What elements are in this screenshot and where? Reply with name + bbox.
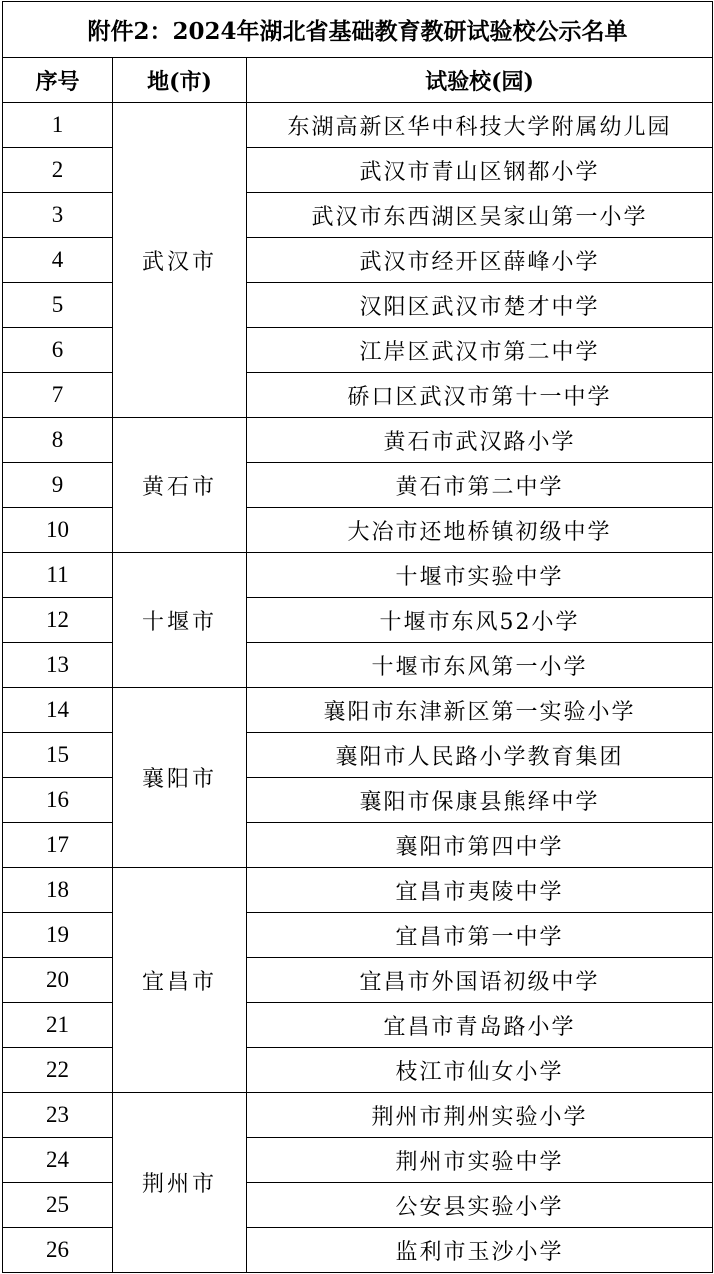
school-cell: 大冶市还地桥镇初级中学	[247, 508, 713, 553]
seq-cell: 21	[3, 1003, 113, 1048]
seq-cell: 20	[3, 958, 113, 1003]
school-cell: 监利市玉沙小学	[247, 1228, 713, 1273]
table-row	[3, 193, 713, 238]
seq-cell: 6	[3, 328, 113, 373]
school-cell: 襄阳市保康县熊绎中学	[247, 778, 713, 823]
seq-cell: 18	[3, 868, 113, 913]
school-list-table	[2, 1, 713, 1273]
school-cell: 黄石市武汉路小学	[247, 418, 713, 463]
table-row	[3, 1228, 713, 1273]
table-row	[3, 238, 713, 283]
header-row	[3, 58, 713, 103]
table-row	[3, 148, 713, 193]
school-cell: 汉阳区武汉市楚才中学	[247, 283, 713, 328]
seq-cell: 2	[3, 148, 113, 193]
region-cell: 武汉市	[113, 103, 247, 418]
header-school: 试验校(园)	[247, 58, 713, 103]
school-cell: 襄阳市东津新区第一实验小学	[247, 688, 713, 733]
table-row	[3, 958, 713, 1003]
school-cell: 十堰市东风第一小学	[247, 643, 713, 688]
seq-cell: 9	[3, 463, 113, 508]
school-cell: 硚口区武汉市第十一中学	[247, 373, 713, 418]
table-row	[3, 913, 713, 958]
seq-cell: 11	[3, 553, 113, 598]
table-row	[3, 688, 713, 733]
seq-cell: 14	[3, 688, 113, 733]
seq-cell: 13	[3, 643, 113, 688]
seq-cell: 12	[3, 598, 113, 643]
table-row	[3, 823, 713, 868]
seq-cell: 10	[3, 508, 113, 553]
seq-cell: 24	[3, 1138, 113, 1183]
table-row	[3, 418, 713, 463]
school-cell: 武汉市青山区钢都小学	[247, 148, 713, 193]
header-region: 地(市)	[113, 58, 247, 103]
school-cell: 十堰市实验中学	[247, 553, 713, 598]
seq-cell: 5	[3, 283, 113, 328]
school-cell: 武汉市东西湖区吴家山第一小学	[247, 193, 713, 238]
table-row	[3, 103, 713, 148]
region-cell: 荆州市	[113, 1093, 247, 1273]
seq-cell: 25	[3, 1183, 113, 1228]
seq-cell: 22	[3, 1048, 113, 1093]
table-body	[3, 103, 713, 1273]
school-cell: 宜昌市青岛路小学	[247, 1003, 713, 1048]
region-cell: 黄石市	[113, 418, 247, 553]
header-seq: 序号	[3, 58, 113, 103]
table-row	[3, 1093, 713, 1138]
table-row	[3, 643, 713, 688]
school-cell: 公安县实验小学	[247, 1183, 713, 1228]
table-row	[3, 868, 713, 913]
region-cell: 宜昌市	[113, 868, 247, 1093]
table-row	[3, 553, 713, 598]
seq-cell: 19	[3, 913, 113, 958]
school-cell: 宜昌市夷陵中学	[247, 868, 713, 913]
school-cell: 襄阳市人民路小学教育集团	[247, 733, 713, 778]
seq-cell: 16	[3, 778, 113, 823]
seq-cell: 17	[3, 823, 113, 868]
region-cell: 十堰市	[113, 553, 247, 688]
school-cell: 十堰市东风52小学	[247, 598, 713, 643]
school-cell: 荆州市荆州实验小学	[247, 1093, 713, 1138]
school-cell: 宜昌市第一中学	[247, 913, 713, 958]
table-row	[3, 328, 713, 373]
seq-cell: 26	[3, 1228, 113, 1273]
title-row	[3, 2, 713, 58]
seq-cell: 8	[3, 418, 113, 463]
school-cell: 荆州市实验中学	[247, 1138, 713, 1183]
table-row	[3, 1138, 713, 1183]
school-cell: 宜昌市外国语初级中学	[247, 958, 713, 1003]
table-row	[3, 778, 713, 823]
seq-cell: 15	[3, 733, 113, 778]
school-cell: 武汉市经开区薛峰小学	[247, 238, 713, 283]
table-row	[3, 463, 713, 508]
table-row	[3, 373, 713, 418]
school-cell: 东湖高新区华中科技大学附属幼儿园	[247, 103, 713, 148]
table-title: 附件2：2024年湖北省基础教育教研试验校公示名单	[3, 2, 713, 58]
table-row	[3, 733, 713, 778]
table-row	[3, 598, 713, 643]
school-cell: 襄阳市第四中学	[247, 823, 713, 868]
table-row	[3, 1003, 713, 1048]
seq-cell: 23	[3, 1093, 113, 1138]
seq-cell: 7	[3, 373, 113, 418]
school-cell: 枝江市仙女小学	[247, 1048, 713, 1093]
seq-cell: 1	[3, 103, 113, 148]
region-cell: 襄阳市	[113, 688, 247, 868]
seq-cell: 4	[3, 238, 113, 283]
school-cell: 江岸区武汉市第二中学	[247, 328, 713, 373]
table-row	[3, 1183, 713, 1228]
table-row	[3, 283, 713, 328]
table-row	[3, 508, 713, 553]
table-row	[3, 1048, 713, 1093]
seq-cell: 3	[3, 193, 113, 238]
school-cell: 黄石市第二中学	[247, 463, 713, 508]
